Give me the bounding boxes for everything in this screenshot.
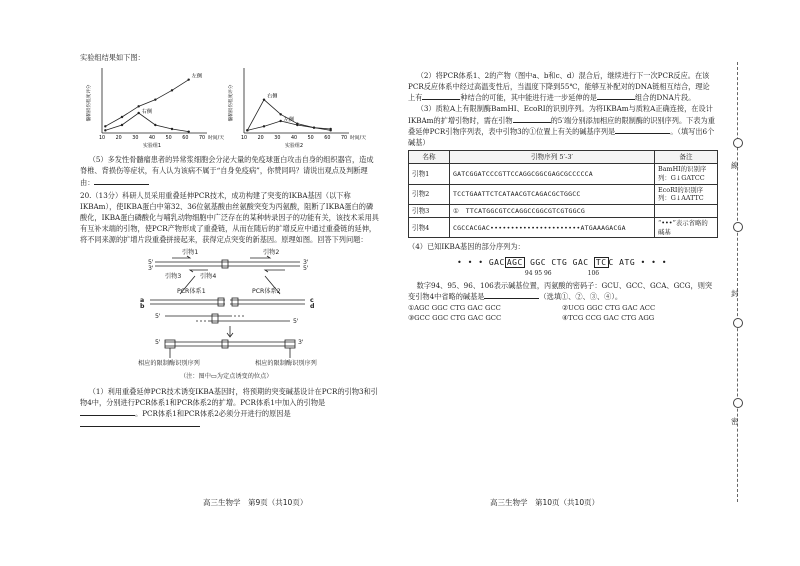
sequence-positions: 94 95 96 106: [524, 269, 600, 277]
question-20-intro: 20.（13分）科研人员采用重叠延伸PCR技术，成功构建了突变的IKBA基因（以下称IKBAm），使IKBA蛋白中第32、36位氨基酸由丝氨酸突变为丙氨酸，阻断了IKBA蛋白的磷酸化，IKBA蛋白磷酸化与哺乳动物细胞中广泛存在的某种转录因子的功能有关，该技术采用具有互补末端的引物，使PCR产物形成了重叠链，从而在随后的扩增反应中通过重叠链的延伸，将不同来源的扩增片段重叠拼接起来，获得定点突变的新基因。原理如图。回答下列问题：: [80, 190, 379, 245]
sequence-middle: GGC CTG GAC: [530, 257, 589, 267]
label-primer1: 引物1: [182, 248, 199, 256]
question-20-2-text: （2）将PCR体系1、2的产物（图中a、b和c、d）混合后，继续进行下一次PCR反应。在该PCR反应体系中经过高温变性后，当温度下降到55℃，能够互补配对的DNA链相互结合，理论上有: [408, 71, 710, 103]
data-point: [263, 125, 265, 127]
label-d: d: [310, 302, 315, 310]
data-point: [137, 112, 139, 114]
footer-page-10: 高三生物学 第10页（共10页）: [490, 498, 600, 507]
label-b: b: [140, 302, 145, 310]
label-3prime: 3': [298, 338, 304, 346]
data-point: [154, 99, 156, 101]
data-point: [246, 129, 248, 131]
data-point: [279, 120, 281, 122]
table-header: 引物序列 5′-3′: [450, 151, 655, 164]
data-point: [279, 113, 281, 115]
x-tick-label: 50: [307, 136, 314, 142]
x-tick-label: 10: [98, 136, 106, 142]
experiment-charts: [80, 63, 380, 151]
table-header-row: [409, 151, 718, 164]
label-pcr-system1: PCR体系1: [177, 287, 206, 295]
x-tick-label: 50: [165, 136, 172, 142]
question-20-2-text-b: 种结合的可能，其中能进行进一步延伸的是: [460, 93, 597, 103]
series-label: 右侧: [267, 93, 278, 100]
question-20-3-text: （3）质粒A上有限制酶BamHⅠ、EcoRⅠ的识别序列。为将IKBAm与质粒A正确连接，在设计IKBAm的扩增引物时，需在引物: [408, 104, 713, 125]
question-20-1-text-b: 。PCR体系1和PCR体系2必须分开进行的原因是: [135, 409, 291, 419]
table-row: [409, 184, 718, 204]
x-unit-label: 时间/天: [208, 136, 225, 142]
primer-note: EcoRⅠ的识别序列：G↓AATTC: [655, 184, 718, 204]
primer-sequence: TCCTGAATTCTCATAACGTCAGACGCTGGCC: [450, 184, 655, 204]
y-axis-label: 髓鞘损伤程度评分: [229, 84, 234, 122]
series-label: 右侧: [141, 109, 153, 116]
binding-hole: [733, 318, 743, 328]
data-point: [187, 79, 189, 81]
chart-intro: 实验组结果如下图：: [80, 53, 145, 62]
x-tick-label: 70: [340, 136, 348, 142]
data-point: [171, 128, 173, 130]
label-pcr-system2: PCR体系2: [252, 287, 281, 295]
data-point: [104, 125, 106, 127]
x-tick-label: 10: [240, 136, 248, 142]
label-5prime: 5': [303, 264, 309, 272]
option-3[interactable]: ③GCC GGC CTG GAC GCC: [408, 314, 502, 323]
label-right-restriction-site: 相应的限制酶识别序列: [255, 359, 317, 367]
label-5prime: 5': [293, 317, 299, 325]
sequence-prefix: • • • GAC: [456, 257, 505, 267]
data-point: [171, 89, 173, 91]
data-point: [313, 127, 315, 129]
diagram-caption: （注：图中▭为定点诱变的位点）: [180, 372, 273, 380]
question-20-2: [408, 70, 716, 103]
binding-hole: [733, 222, 743, 232]
data-point: [154, 124, 156, 126]
option-4[interactable]: ④TCG CCG GAC CTG AGG: [562, 314, 655, 323]
table-header: 名称: [409, 151, 450, 164]
footer-page-9: 高三生物学 第9页（共10页）: [203, 498, 308, 507]
question-20-4b: [408, 280, 716, 302]
primer-sequence: GATCGGATCCCGTTCCAGGCGGCGAGCGCCCCCA: [450, 164, 655, 184]
right-page: [408, 70, 716, 324]
label-5prime: 5': [155, 338, 161, 346]
left-page: [80, 52, 380, 430]
primer-sequence: ① TTCATGGCGTCCAGGCCGGCGTCGTGGCG: [450, 204, 655, 217]
series-line: [247, 100, 330, 131]
series-line: [105, 113, 188, 132]
label-5prime: 5': [155, 312, 161, 320]
primer-table: [408, 150, 718, 238]
answer-blank[interactable]: [80, 408, 135, 416]
answer-blank[interactable]: [484, 291, 539, 299]
series-label: 左侧: [283, 117, 295, 124]
question-5-text: （5）多发性骨髓瘤患者的异常浆细胞会分泌大量的免疫球蛋白攻击自身的组织器官，造成脊椎、背损伤等症状，有人认为该病不属于“自身免疫病”，你赞同吗？请说出观点及判断理由：: [80, 155, 374, 187]
primer-name: 引物4: [409, 218, 450, 238]
question-20-3-text-c: 。（填写出6个碱基）: [408, 126, 715, 147]
data-point: [121, 116, 123, 118]
x-tick-label: 40: [148, 136, 156, 142]
question-20-4c-text: （选填①、②、③、④）。: [539, 292, 623, 302]
primer-name: 引物3: [409, 204, 450, 217]
x-unit-label: 时间/天: [350, 136, 367, 142]
table-row: [409, 164, 718, 184]
question-5: [80, 154, 380, 187]
sequence-boxed-codon: AGC: [506, 257, 523, 267]
answer-blank[interactable]: [80, 419, 200, 427]
x-tick-label: 60: [182, 136, 189, 142]
data-point: [187, 131, 189, 133]
data-point: [296, 124, 298, 126]
data-point: [329, 128, 331, 130]
label-primer3: 引物3: [165, 272, 182, 280]
series-label: 左侧: [191, 73, 203, 80]
x-tick-label: 60: [324, 136, 331, 142]
binding-line: [737, 62, 738, 502]
label-left-restriction-site: 相应的限制酶识别序列: [138, 359, 200, 367]
answer-blank[interactable]: [422, 92, 460, 100]
question-20-3-text-b: 的5′端分别添加相应的限制酶的识别序列。下表为重叠延伸PCR引物序列表，表中引物3的①位置上有关的碱基序列是: [408, 115, 715, 136]
x-tick-label: 30: [132, 136, 139, 142]
x-tick-label: 70: [198, 136, 206, 142]
table-header: 备注: [655, 151, 718, 164]
sequence-suffix: C ATG • • •: [608, 257, 668, 267]
label-3prime: 3': [303, 258, 309, 266]
question-20-3: [408, 103, 716, 148]
data-point: [121, 124, 123, 126]
table-row: [409, 204, 718, 217]
primer-name: 引物1: [409, 164, 450, 184]
label-a: a: [140, 296, 145, 304]
data-point: [137, 105, 139, 107]
answer-blank[interactable]: [513, 115, 551, 123]
answer-blank[interactable]: [597, 92, 635, 100]
binding-hole: [733, 138, 743, 148]
answer-blank[interactable]: [615, 126, 670, 134]
primer-note: [655, 204, 718, 217]
question-20-1-text: （1）利用重叠延伸PCR技术诱变IKBA基因时，将预期的突变碱基设计在PCR的引物3和引物4中，分别进行PCR体系1和PCR体系2的扩增。PCR体系1中加入的引物是: [80, 386, 378, 407]
overlap-pcr-diagram: [80, 248, 380, 383]
primer-sequence: CGCCACGAC••••••••••••••••••••••ATGAAAGACGA: [450, 218, 655, 238]
question-20-1: [80, 386, 380, 431]
label-c: c: [310, 296, 314, 304]
label-primer4: 引物4: [200, 272, 217, 280]
label-primer2: 引物2: [263, 248, 280, 256]
label-5prime: 5': [148, 258, 154, 266]
x-tick-label: 20: [115, 136, 122, 142]
primer-note: “•••”表示省略的碱基: [655, 218, 718, 238]
ikba-sequence: [408, 257, 716, 269]
y-axis-label: 髓鞘损伤程度评分: [87, 84, 92, 122]
label-3prime: 3': [148, 264, 154, 272]
x-tick-label: 20: [257, 136, 264, 142]
sequence-boxed-bases: TC: [595, 257, 607, 267]
chart-caption: 实验组1: [142, 143, 162, 150]
chart-caption: 实验组2: [284, 143, 304, 150]
table-row: [409, 218, 718, 238]
question-20-2-text-c: 组合的DNA片段。: [634, 93, 696, 103]
margin-label: 密: [731, 417, 739, 426]
binding-hole: [733, 398, 743, 408]
option-1[interactable]: ①AGC GGC CTG GAC GCC: [408, 303, 501, 312]
primer-note: BamHⅠ的识别序列：G↓GATCC: [655, 164, 718, 184]
margin-label: 封: [731, 289, 739, 298]
data-point: [263, 99, 265, 101]
x-tick-label: 30: [274, 136, 281, 142]
x-tick-label: 40: [290, 136, 298, 142]
question-20-4: （4）已知IKBA基因的部分序列为：: [408, 242, 525, 252]
margin-label: 線: [731, 161, 739, 170]
primer-name: 引物2: [409, 184, 450, 204]
question-20-4b-text: 数字94、95、96、106表示碱基位置，丙氨酸的密码子：GCU、GCC、GCA、GCG，则突变引物4中省略的碱基是: [408, 281, 713, 302]
data-point: [104, 129, 106, 131]
option-2[interactable]: ②UCG GGC CTG GAC ACC: [562, 303, 656, 312]
answer-blank[interactable]: [94, 177, 149, 185]
answer-options: [408, 303, 716, 324]
